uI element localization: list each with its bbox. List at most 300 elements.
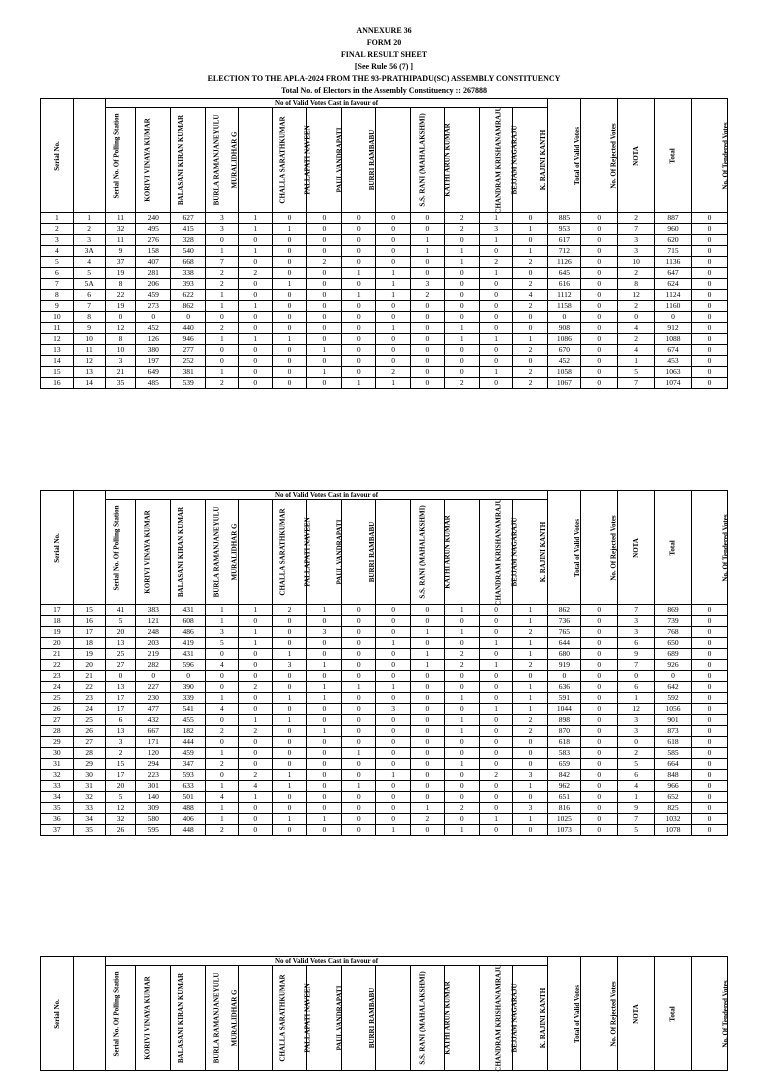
table-cell: 0 [618, 312, 655, 323]
table-cell: 0 [342, 257, 376, 268]
table-cell: 0 [479, 312, 513, 323]
table-cell: 0 [691, 825, 727, 836]
table-cell: 1025 [548, 814, 581, 825]
table-cell: 664 [655, 759, 692, 770]
column-header: Serial No. Of Polling Station [73, 99, 105, 213]
table-cell: 0 [376, 660, 411, 671]
table-cell: 1 [307, 605, 342, 616]
table-cell: 0 [342, 649, 376, 660]
table-cell: 1 [376, 378, 411, 389]
column-header: MURALIDHAR G [206, 966, 239, 1071]
table-cell: 6 [618, 682, 655, 693]
table-cell: 0 [307, 279, 342, 290]
table-cell: 338 [171, 268, 206, 279]
table-cell: 1 [479, 704, 513, 715]
table-cell: 1 [272, 814, 307, 825]
table-cell: 453 [655, 356, 692, 367]
table-cell: 1 [376, 323, 411, 334]
table-cell: 4 [618, 781, 655, 792]
table-cell: 608 [171, 616, 206, 627]
table-cell: 1 [238, 246, 272, 257]
table-cell: 1 [479, 814, 513, 825]
table-cell: 848 [655, 770, 692, 781]
column-header: NOTA [618, 491, 655, 605]
table-cell: 0 [581, 235, 618, 246]
table-cell: 870 [548, 726, 581, 737]
table-cell: 873 [655, 726, 692, 737]
table-cell: 15 [73, 605, 105, 616]
column-header: BEJJAM NAGARAJU [479, 966, 513, 1071]
table-cell: 0 [342, 323, 376, 334]
table-cell: 0 [444, 748, 479, 759]
table-row [41, 290, 728, 301]
table-cell: 14 [41, 356, 74, 367]
table-cell: 0 [410, 748, 444, 759]
table-cell: 2 [272, 605, 307, 616]
table-cell: 668 [171, 257, 206, 268]
table-cell: 0 [206, 356, 239, 367]
table-cell: 20 [105, 781, 136, 792]
column-header: Total [655, 957, 692, 1071]
table-cell: 0 [410, 704, 444, 715]
table-cell: 1 [410, 803, 444, 814]
table-cell: 0 [272, 682, 307, 693]
table-cell: 1 [410, 235, 444, 246]
table-cell: 0 [342, 334, 376, 345]
table-cell: 0 [691, 737, 727, 748]
results-table-2 [40, 490, 728, 836]
table-cell: 1 [376, 825, 411, 836]
table-cell: 5 [105, 792, 136, 803]
valid-votes-banner: No of Valid Votes Cast in favour of [105, 957, 548, 966]
table-cell: 5 [206, 638, 239, 649]
table-cell: 230 [136, 693, 171, 704]
table-cell: 0 [444, 367, 479, 378]
table-cell: 0 [342, 279, 376, 290]
table-cell: 0 [581, 345, 618, 356]
column-header: KORIVI VINAYA KUMAR [105, 108, 136, 213]
table-cell: 0 [307, 356, 342, 367]
table-cell: 1112 [548, 290, 581, 301]
table-cell: 616 [548, 279, 581, 290]
table-cell: 0 [479, 803, 513, 814]
table-cell: 0 [581, 638, 618, 649]
table-cell: 539 [171, 378, 206, 389]
table-cell: 645 [548, 268, 581, 279]
table-cell: 0 [479, 781, 513, 792]
table-cell: 0 [105, 312, 136, 323]
table-cell: 2 [410, 290, 444, 301]
table-cell: 197 [136, 356, 171, 367]
table-cell: 0 [272, 268, 307, 279]
table-cell: 0 [581, 268, 618, 279]
table-cell: 0 [272, 627, 307, 638]
table-cell: 0 [238, 356, 272, 367]
table-cell: 0 [691, 279, 727, 290]
table-cell: 431 [171, 649, 206, 660]
table-cell: 3 [513, 770, 548, 781]
table-cell: 3 [206, 224, 239, 235]
table-cell: 0 [272, 345, 307, 356]
table-cell: 294 [136, 759, 171, 770]
table-cell: 381 [171, 367, 206, 378]
table-cell: 0 [479, 627, 513, 638]
table-cell: 3 [618, 715, 655, 726]
table-cell: 1 [444, 605, 479, 616]
table-cell: 419 [171, 638, 206, 649]
table-cell: 1126 [548, 257, 581, 268]
table-cell: 2 [513, 345, 548, 356]
table-cell: 6 [73, 290, 105, 301]
table-cell: 7 [618, 814, 655, 825]
table-cell: 642 [655, 682, 692, 693]
table-cell: 2 [206, 759, 239, 770]
table-cell: 0 [581, 367, 618, 378]
table-cell: 31 [41, 759, 74, 770]
table-cell: 301 [136, 781, 171, 792]
table-cell: 6 [105, 715, 136, 726]
table-cell: 0 [342, 759, 376, 770]
table-cell: 1 [307, 345, 342, 356]
table-cell: 887 [655, 213, 692, 224]
table-cell: 19 [73, 649, 105, 660]
table-cell: 1 [307, 693, 342, 704]
column-header: KATHI ARUN KUMAR [410, 108, 444, 213]
table-cell: 0 [206, 682, 239, 693]
table-cell: 23 [41, 671, 74, 682]
table-cell: 0 [238, 660, 272, 671]
table-cell: 1 [479, 213, 513, 224]
column-header: BURRI RAMBABU [342, 108, 376, 213]
table-cell: 644 [548, 638, 581, 649]
table-cell: 0 [691, 367, 727, 378]
column-header: PALLAPATI NAVEEN [272, 108, 307, 213]
table-cell: 488 [171, 803, 206, 814]
table-cell: 0 [238, 704, 272, 715]
table-row [41, 246, 728, 257]
table-cell: 203 [136, 638, 171, 649]
column-header: K. RAJINI KANTH [513, 966, 548, 1071]
table-cell: 0 [581, 715, 618, 726]
table-cell: 901 [655, 715, 692, 726]
table-cell: 121 [136, 616, 171, 627]
table-cell: 0 [410, 825, 444, 836]
table-cell: 0 [342, 638, 376, 649]
table-cell: 0 [691, 246, 727, 257]
table-cell: 636 [548, 682, 581, 693]
table-cell: 5 [618, 367, 655, 378]
table-cell: 4 [73, 257, 105, 268]
column-header: PALLAPATI NAVEEN [272, 500, 307, 605]
table-cell: 2 [73, 224, 105, 235]
table-cell: 1 [513, 704, 548, 715]
table-cell: 3 [376, 704, 411, 715]
table-cell: 20 [105, 627, 136, 638]
table-cell: 0 [410, 737, 444, 748]
table-cell: 862 [171, 301, 206, 312]
column-header: CHALLA SARATHKUMAR [238, 500, 272, 605]
table-cell: 0 [691, 213, 727, 224]
table-cell: 0 [238, 257, 272, 268]
rule-reference: [See Rule 56 (7) ] [354, 62, 414, 71]
table-cell: 1 [618, 693, 655, 704]
table-cell: 2 [410, 814, 444, 825]
table-cell: 0 [513, 748, 548, 759]
table-cell: 0 [479, 616, 513, 627]
table-row [41, 224, 728, 235]
table-cell: 18 [73, 638, 105, 649]
table-cell: 19 [41, 627, 74, 638]
table-cell: 3 [618, 627, 655, 638]
column-header: KATHI ARUN KUMAR [410, 966, 444, 1071]
table-cell: 2 [513, 301, 548, 312]
table-cell: 0 [307, 290, 342, 301]
table-cell: 0 [410, 792, 444, 803]
table-cell: 1 [376, 268, 411, 279]
table-cell: 485 [136, 378, 171, 389]
table-cell: 1 [513, 781, 548, 792]
table-cell: 0 [376, 781, 411, 792]
table-cell: 2 [238, 682, 272, 693]
table-cell: 0 [581, 312, 618, 323]
table-cell: 17 [73, 627, 105, 638]
table-cell: 8 [73, 312, 105, 323]
table-cell: 7 [73, 301, 105, 312]
column-header: CHALLA SARATHKUMAR [238, 108, 272, 213]
table-cell: 2 [444, 649, 479, 660]
table-row [41, 356, 728, 367]
table-cell: 0 [444, 638, 479, 649]
table-cell: 1 [376, 682, 411, 693]
table-row [41, 345, 728, 356]
results-table-3-partial [40, 956, 730, 1072]
table-cell: 0 [581, 682, 618, 693]
table-cell: 0 [206, 671, 239, 682]
table-cell: 0 [376, 257, 411, 268]
table-cell: 1 [307, 726, 342, 737]
table-cell: 0 [444, 814, 479, 825]
table-cell: 0 [479, 693, 513, 704]
table-cell: 158 [136, 246, 171, 257]
table-cell: 12 [105, 323, 136, 334]
table-cell: 0 [691, 748, 727, 759]
table-cell: 4 [206, 660, 239, 671]
table-cell: 0 [410, 323, 444, 334]
table-cell: 2 [41, 224, 74, 235]
table-cell: 1 [342, 682, 376, 693]
column-header: Serial No. Of Polling Station [73, 491, 105, 605]
table-cell: 0 [513, 792, 548, 803]
table-cell: 0 [513, 825, 548, 836]
table-cell: 0 [655, 312, 692, 323]
table-cell: 0 [410, 367, 444, 378]
table-cell: 0 [410, 378, 444, 389]
table-cell: 0 [272, 246, 307, 257]
column-header: KATHI ARUN KUMAR [410, 500, 444, 605]
valid-votes-banner: No of Valid Votes Cast in favour of [105, 491, 548, 500]
table-row [41, 279, 728, 290]
table-cell: 1 [342, 748, 376, 759]
table-cell: 0 [272, 257, 307, 268]
table-cell: 2 [618, 268, 655, 279]
table-cell: 2 [444, 213, 479, 224]
table-cell: 0 [691, 334, 727, 345]
table-cell: 15 [105, 759, 136, 770]
table-cell: 276 [136, 235, 171, 246]
table-cell: 22 [41, 660, 74, 671]
table-row [41, 616, 728, 627]
table-cell: 282 [136, 660, 171, 671]
table-cell: 0 [581, 737, 618, 748]
table-cell: 908 [548, 323, 581, 334]
table-cell: 0 [342, 704, 376, 715]
table-cell: 1073 [548, 825, 581, 836]
table-cell: 0 [376, 737, 411, 748]
table-cell: 10 [73, 334, 105, 345]
table-cell: 4 [41, 246, 74, 257]
column-header: Serial No. [41, 99, 74, 213]
table-cell: 869 [655, 605, 692, 616]
table-cell: 4 [618, 323, 655, 334]
results-table-1 [40, 98, 728, 389]
table-cell: 19 [105, 301, 136, 312]
table-cell: 11 [41, 323, 74, 334]
table-cell: 618 [548, 737, 581, 748]
table-cell: 680 [548, 649, 581, 660]
table-cell: 5A [73, 279, 105, 290]
column-header: MURALIDHAR G [206, 500, 239, 605]
table-cell: 0 [581, 825, 618, 836]
table-cell: 1 [272, 334, 307, 345]
table-cell: 0 [342, 301, 376, 312]
table-cell: 0 [513, 759, 548, 770]
table-cell: 444 [171, 737, 206, 748]
table-cell: 1 [376, 279, 411, 290]
table-cell: 0 [342, 356, 376, 367]
column-header: BURRI RAMBABU [342, 500, 376, 605]
column-header: CHANDRAM KRISHANAMRAJU [444, 966, 479, 1071]
table-cell: 0 [307, 638, 342, 649]
table-cell: 501 [171, 792, 206, 803]
table-cell: 20 [41, 638, 74, 649]
table-cell: 9 [41, 301, 74, 312]
table-cell: 591 [548, 693, 581, 704]
table-cell: 309 [136, 803, 171, 814]
table-cell: 25 [105, 649, 136, 660]
table-cell: 0 [238, 378, 272, 389]
table-cell: 1 [479, 367, 513, 378]
table-cell: 0 [410, 257, 444, 268]
column-header: K. RAJINI KANTH [513, 500, 548, 605]
table-cell: 41 [105, 605, 136, 616]
table-row [41, 770, 728, 781]
table-cell: 0 [691, 803, 727, 814]
table-cell: 0 [479, 682, 513, 693]
table-cell: 9 [73, 323, 105, 334]
table-cell: 3 [618, 726, 655, 737]
table-cell: 440 [171, 323, 206, 334]
table-cell: 0 [410, 759, 444, 770]
table-cell: 0 [206, 649, 239, 660]
table-cell: 0 [136, 671, 171, 682]
table-cell: 1 [342, 290, 376, 301]
table-cell: 0 [342, 737, 376, 748]
table-cell: 0 [444, 301, 479, 312]
table-cell: 0 [444, 770, 479, 781]
table-cell: 9 [105, 246, 136, 257]
column-header: Total of Valid Votes [548, 99, 581, 213]
table-cell: 0 [272, 356, 307, 367]
table-cell: 596 [171, 660, 206, 671]
table-cell: 0 [513, 737, 548, 748]
table-row [41, 312, 728, 323]
table-cell: 12 [41, 334, 74, 345]
table-cell: 1 [206, 246, 239, 257]
table-cell: 0 [581, 814, 618, 825]
table-cell: 0 [618, 737, 655, 748]
table-cell: 7 [618, 660, 655, 671]
table-cell: 459 [136, 290, 171, 301]
table-cell: 0 [691, 770, 727, 781]
table-cell: 966 [655, 781, 692, 792]
column-header: NOTA [618, 957, 655, 1071]
table-cell: 339 [171, 693, 206, 704]
table-cell: 3 [206, 627, 239, 638]
table-cell: 0 [581, 301, 618, 312]
table-cell: 0 [548, 671, 581, 682]
column-header: BURLA RAMANJANEYULU [171, 966, 206, 1071]
table-row [41, 781, 728, 792]
table-cell: 0 [410, 726, 444, 737]
table-cell: 1 [618, 792, 655, 803]
table-cell: 0 [691, 257, 727, 268]
table-cell: 0 [272, 803, 307, 814]
table-cell: 0 [307, 704, 342, 715]
table-cell: 1 [444, 627, 479, 638]
table-cell: 0 [376, 671, 411, 682]
table-cell: 0 [691, 378, 727, 389]
table-cell: 0 [272, 290, 307, 301]
table-cell: 0 [136, 312, 171, 323]
table-cell: 0 [342, 312, 376, 323]
table-cell: 1 [479, 334, 513, 345]
table-cell: 0 [342, 627, 376, 638]
table-cell: 120 [136, 748, 171, 759]
table-cell: 6 [41, 268, 74, 279]
table-cell: 35 [41, 803, 74, 814]
table-cell: 21 [73, 671, 105, 682]
table-cell: 0 [238, 748, 272, 759]
table-cell: 2 [618, 301, 655, 312]
table-cell: 0 [307, 715, 342, 726]
column-header: No. Of Rejected Votes [581, 957, 618, 1071]
table-cell: 0 [410, 224, 444, 235]
table-cell: 1 [238, 627, 272, 638]
column-header: BEJJAM NAGARAJU [479, 500, 513, 605]
column-header: No. Of Rejected Votes [581, 99, 618, 213]
table-cell: 27 [73, 737, 105, 748]
table-cell: 1 [307, 367, 342, 378]
table-cell: 0 [376, 803, 411, 814]
table-cell: 30 [73, 770, 105, 781]
table-row [41, 334, 728, 345]
table-cell: 17 [105, 770, 136, 781]
table-cell: 0 [307, 301, 342, 312]
table-cell: 3 [618, 235, 655, 246]
table-cell: 0 [479, 825, 513, 836]
table-cell: 1044 [548, 704, 581, 715]
table-cell: 0 [581, 213, 618, 224]
